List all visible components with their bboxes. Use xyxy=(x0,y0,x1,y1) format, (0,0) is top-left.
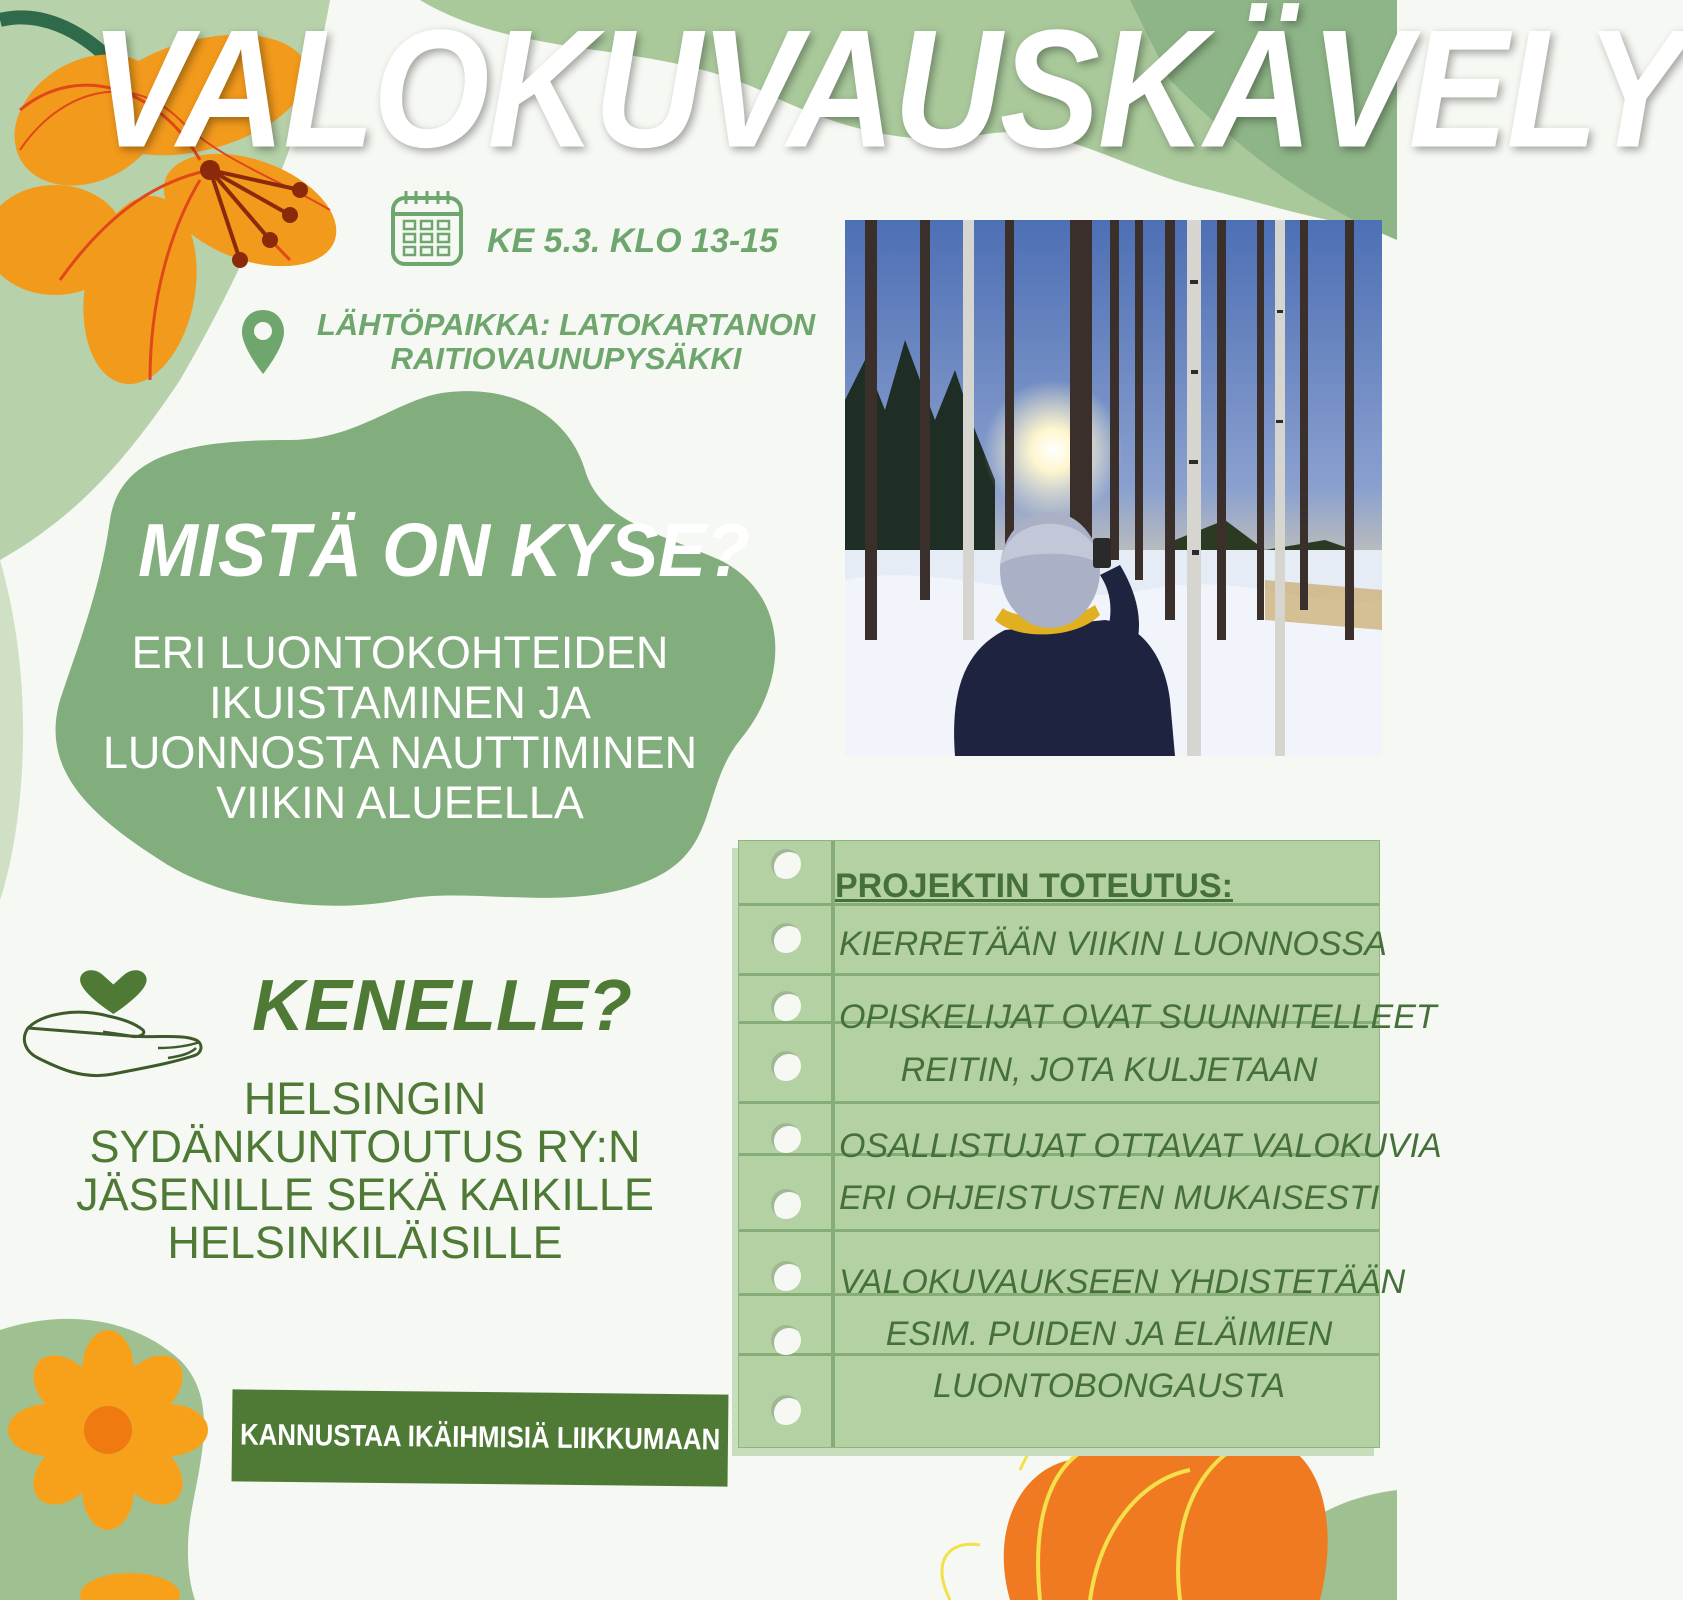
project-line-7: ESIM. PUIDEN JA ELÄIMIEN xyxy=(885,1315,1333,1353)
who-line-2: SYDÄNKUNTOUTUS RY:N xyxy=(89,1121,641,1172)
notebook-hole xyxy=(771,923,801,953)
location-pin-icon xyxy=(240,308,286,378)
calendar-icon xyxy=(390,188,464,268)
notebook-hole xyxy=(771,1325,801,1355)
event-date: KE 5.3. KLO 13-15 xyxy=(487,222,779,260)
who-heading: KENELLE? xyxy=(252,966,633,1046)
motto-text: KANNUSTAA IKÄIHMISIÄ LIIKKUMAAN xyxy=(239,1418,721,1457)
what-line-1: ERI LUONTOKOHTEIDEN xyxy=(131,627,669,678)
notebook-page xyxy=(738,840,1442,1448)
notebook-rule xyxy=(739,1229,1379,1232)
project-notebook xyxy=(738,840,1442,1448)
page-title: VALOKUVAUSKÄVELY xyxy=(90,0,1683,183)
forest-photo xyxy=(845,220,1382,756)
who-description xyxy=(70,1075,660,1267)
who-line-1: HELSINGIN xyxy=(243,1073,487,1124)
project-line-6: VALOKUVAUKSEEN YHDISTETÄÄN xyxy=(839,1263,1406,1301)
project-heading: PROJEKTIN TOTEUTUS: xyxy=(835,867,1233,905)
what-description xyxy=(60,628,740,828)
start-location xyxy=(296,308,836,376)
project-line-3: REITIN, JOTA KULJETAAN xyxy=(900,1051,1318,1089)
project-line-5: ERI OHJEISTUSTEN MUKAISESTI xyxy=(839,1179,1380,1217)
what-heading: MISTÄ ON KYSE? xyxy=(138,509,751,593)
notebook-hole xyxy=(771,991,801,1021)
what-line-3: LUONNOSTA NAUTTIMINEN xyxy=(102,727,698,778)
project-line-4: OSALLISTUJAT OTTAVAT VALOKUVIA xyxy=(839,1127,1442,1165)
project-line-1: KIERRETÄÄN VIIKIN LUONNOSSA xyxy=(839,925,1387,963)
notebook-hole xyxy=(771,849,801,879)
who-line-3: JÄSENILLE SEKÄ KAIKILLE xyxy=(76,1169,654,1220)
start-location-line-1: LÄHTÖPAIKKA: LATOKARTANON xyxy=(316,307,816,342)
what-line-4: VIIKIN ALUEELLA xyxy=(216,777,584,828)
notebook-hole xyxy=(771,1261,801,1291)
notebook-hole xyxy=(771,1189,801,1219)
what-line-2: IKUISTAMINEN JA xyxy=(209,677,591,728)
project-line-2: OPISKELIJAT OVAT SUUNNITELLEET xyxy=(839,998,1437,1036)
motto-banner xyxy=(232,1389,729,1486)
notebook-rule xyxy=(739,973,1379,976)
notebook-hole xyxy=(771,1051,801,1081)
notebook-hole xyxy=(771,1123,801,1153)
project-line-8: LUONTOBONGAUSTA xyxy=(932,1367,1286,1405)
who-line-4: HELSINKILÄISILLE xyxy=(167,1217,563,1268)
notebook-hole xyxy=(771,1395,801,1425)
notebook-margin-line xyxy=(831,841,835,1447)
start-location-line-2: RAITIOVAUNUPYSÄKKI xyxy=(390,341,742,376)
notebook-rule xyxy=(739,1101,1379,1104)
